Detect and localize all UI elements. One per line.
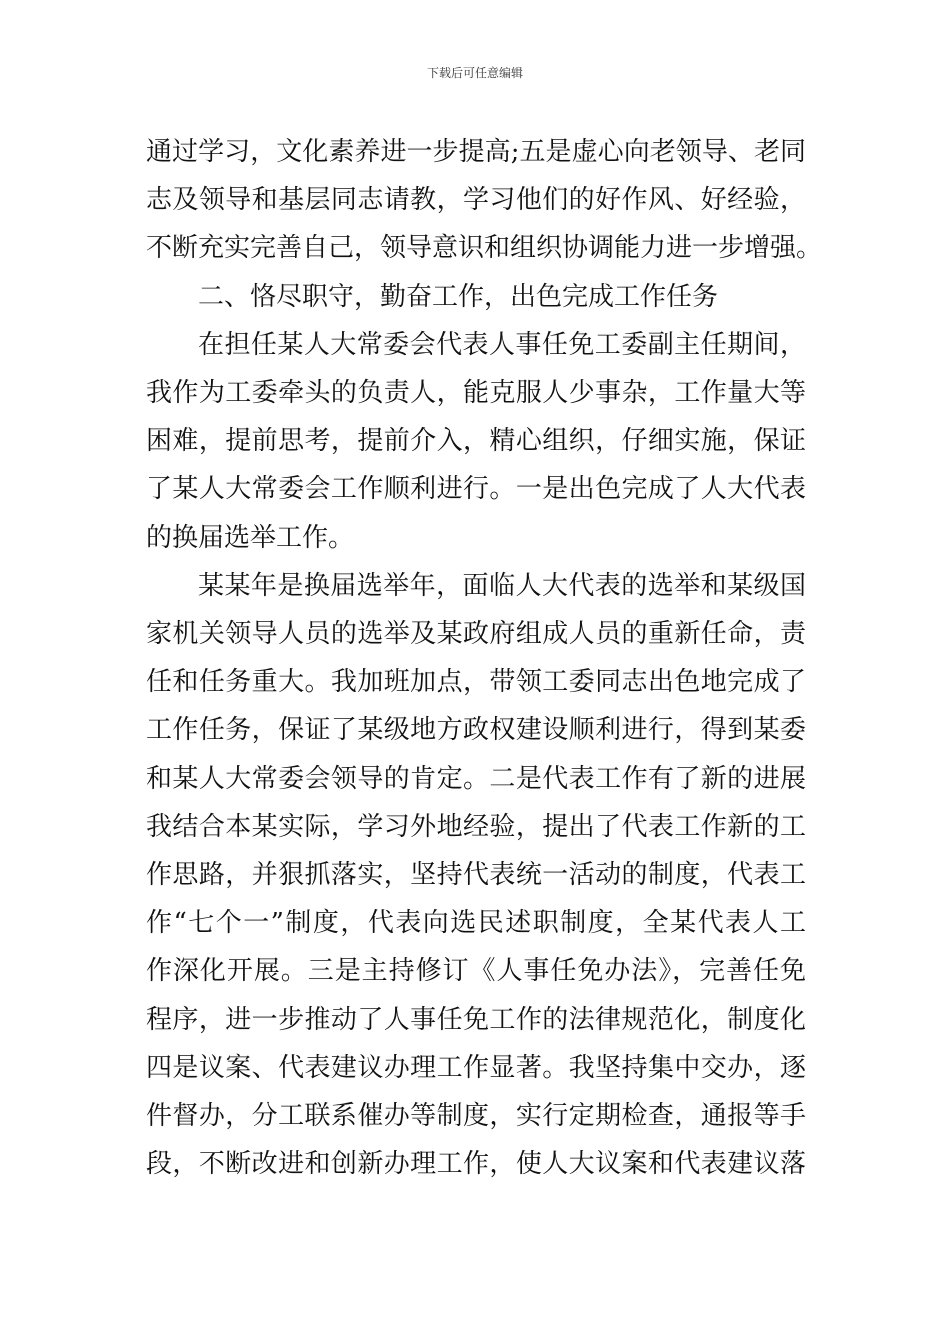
text-line: 在担任某人大常委会代表人事任免工委副主任期间， — [198, 329, 806, 360]
text-line: 工作任务，保证了某级地方政权建设顺利进行，得到某委 — [146, 715, 806, 746]
text-line: 的换届选举工作。 — [146, 522, 355, 553]
text-line: 家机关领导人员的选举及某政府组成人员的重新任命，责 — [146, 619, 806, 649]
text-line: 和某人大常委会领导的肯定。二是代表工作有了新的进展 — [146, 763, 806, 794]
text-line: 任和任务重大。我加班加点，带领工委同志出色地完成了 — [146, 667, 806, 698]
text-line: 困难，提前思考，提前介入，精心组织，仔细实施，保证 — [146, 426, 806, 457]
text-line: 我结合本某实际，学习外地经验，提出了代表工作新的工 — [146, 811, 806, 842]
text-line: 段，不断改进和创新办理工作，使人大议案和代表建议落 — [146, 1149, 806, 1180]
text-line: 通过学习，文化素养进一步提高;五是虚心向老领导、老同 — [146, 137, 806, 167]
text-line: 件督办，分工联系催办等制度，实行定期检查，通报等手 — [146, 1101, 806, 1131]
text-line: 作“七个一”制度，代表向选民述职制度，全某代表人工 — [146, 908, 806, 939]
text-line: 我作为工委牵头的负责人，能克服人少事杂，工作量大等 — [146, 378, 806, 408]
text-line: 作深化开展。三是主持修订《人事任免办法》，完善任免 — [146, 956, 806, 987]
text-line: 程序，进一步推动了人事任免工作的法律规范化，制度化 — [146, 1004, 806, 1035]
page-header: 下载后可任意编辑 — [426, 66, 523, 80]
text-line: 了某人大常委会工作顺利进行。一是出色完成了人大代表 — [146, 474, 806, 505]
text-line: 四是议案、代表建议办理工作显著。我坚持集中交办，逐 — [146, 1052, 806, 1083]
text-line: 二、恪尽职守，勤奋工作，出色完成工作任务 — [198, 281, 719, 312]
text-line: 作思路，并狠抓落实，坚持代表统一活动的制度，代表工 — [146, 860, 806, 890]
text-line: 某某年是换届选举年，面临人大代表的选举和某级国 — [198, 570, 806, 601]
text-line: 不断充实完善自己，领导意识和组织协调能力进一步增强。 — [146, 233, 823, 264]
text-line: 志及领导和基层同志请教，学习他们的好作风、好经验， — [146, 185, 806, 216]
